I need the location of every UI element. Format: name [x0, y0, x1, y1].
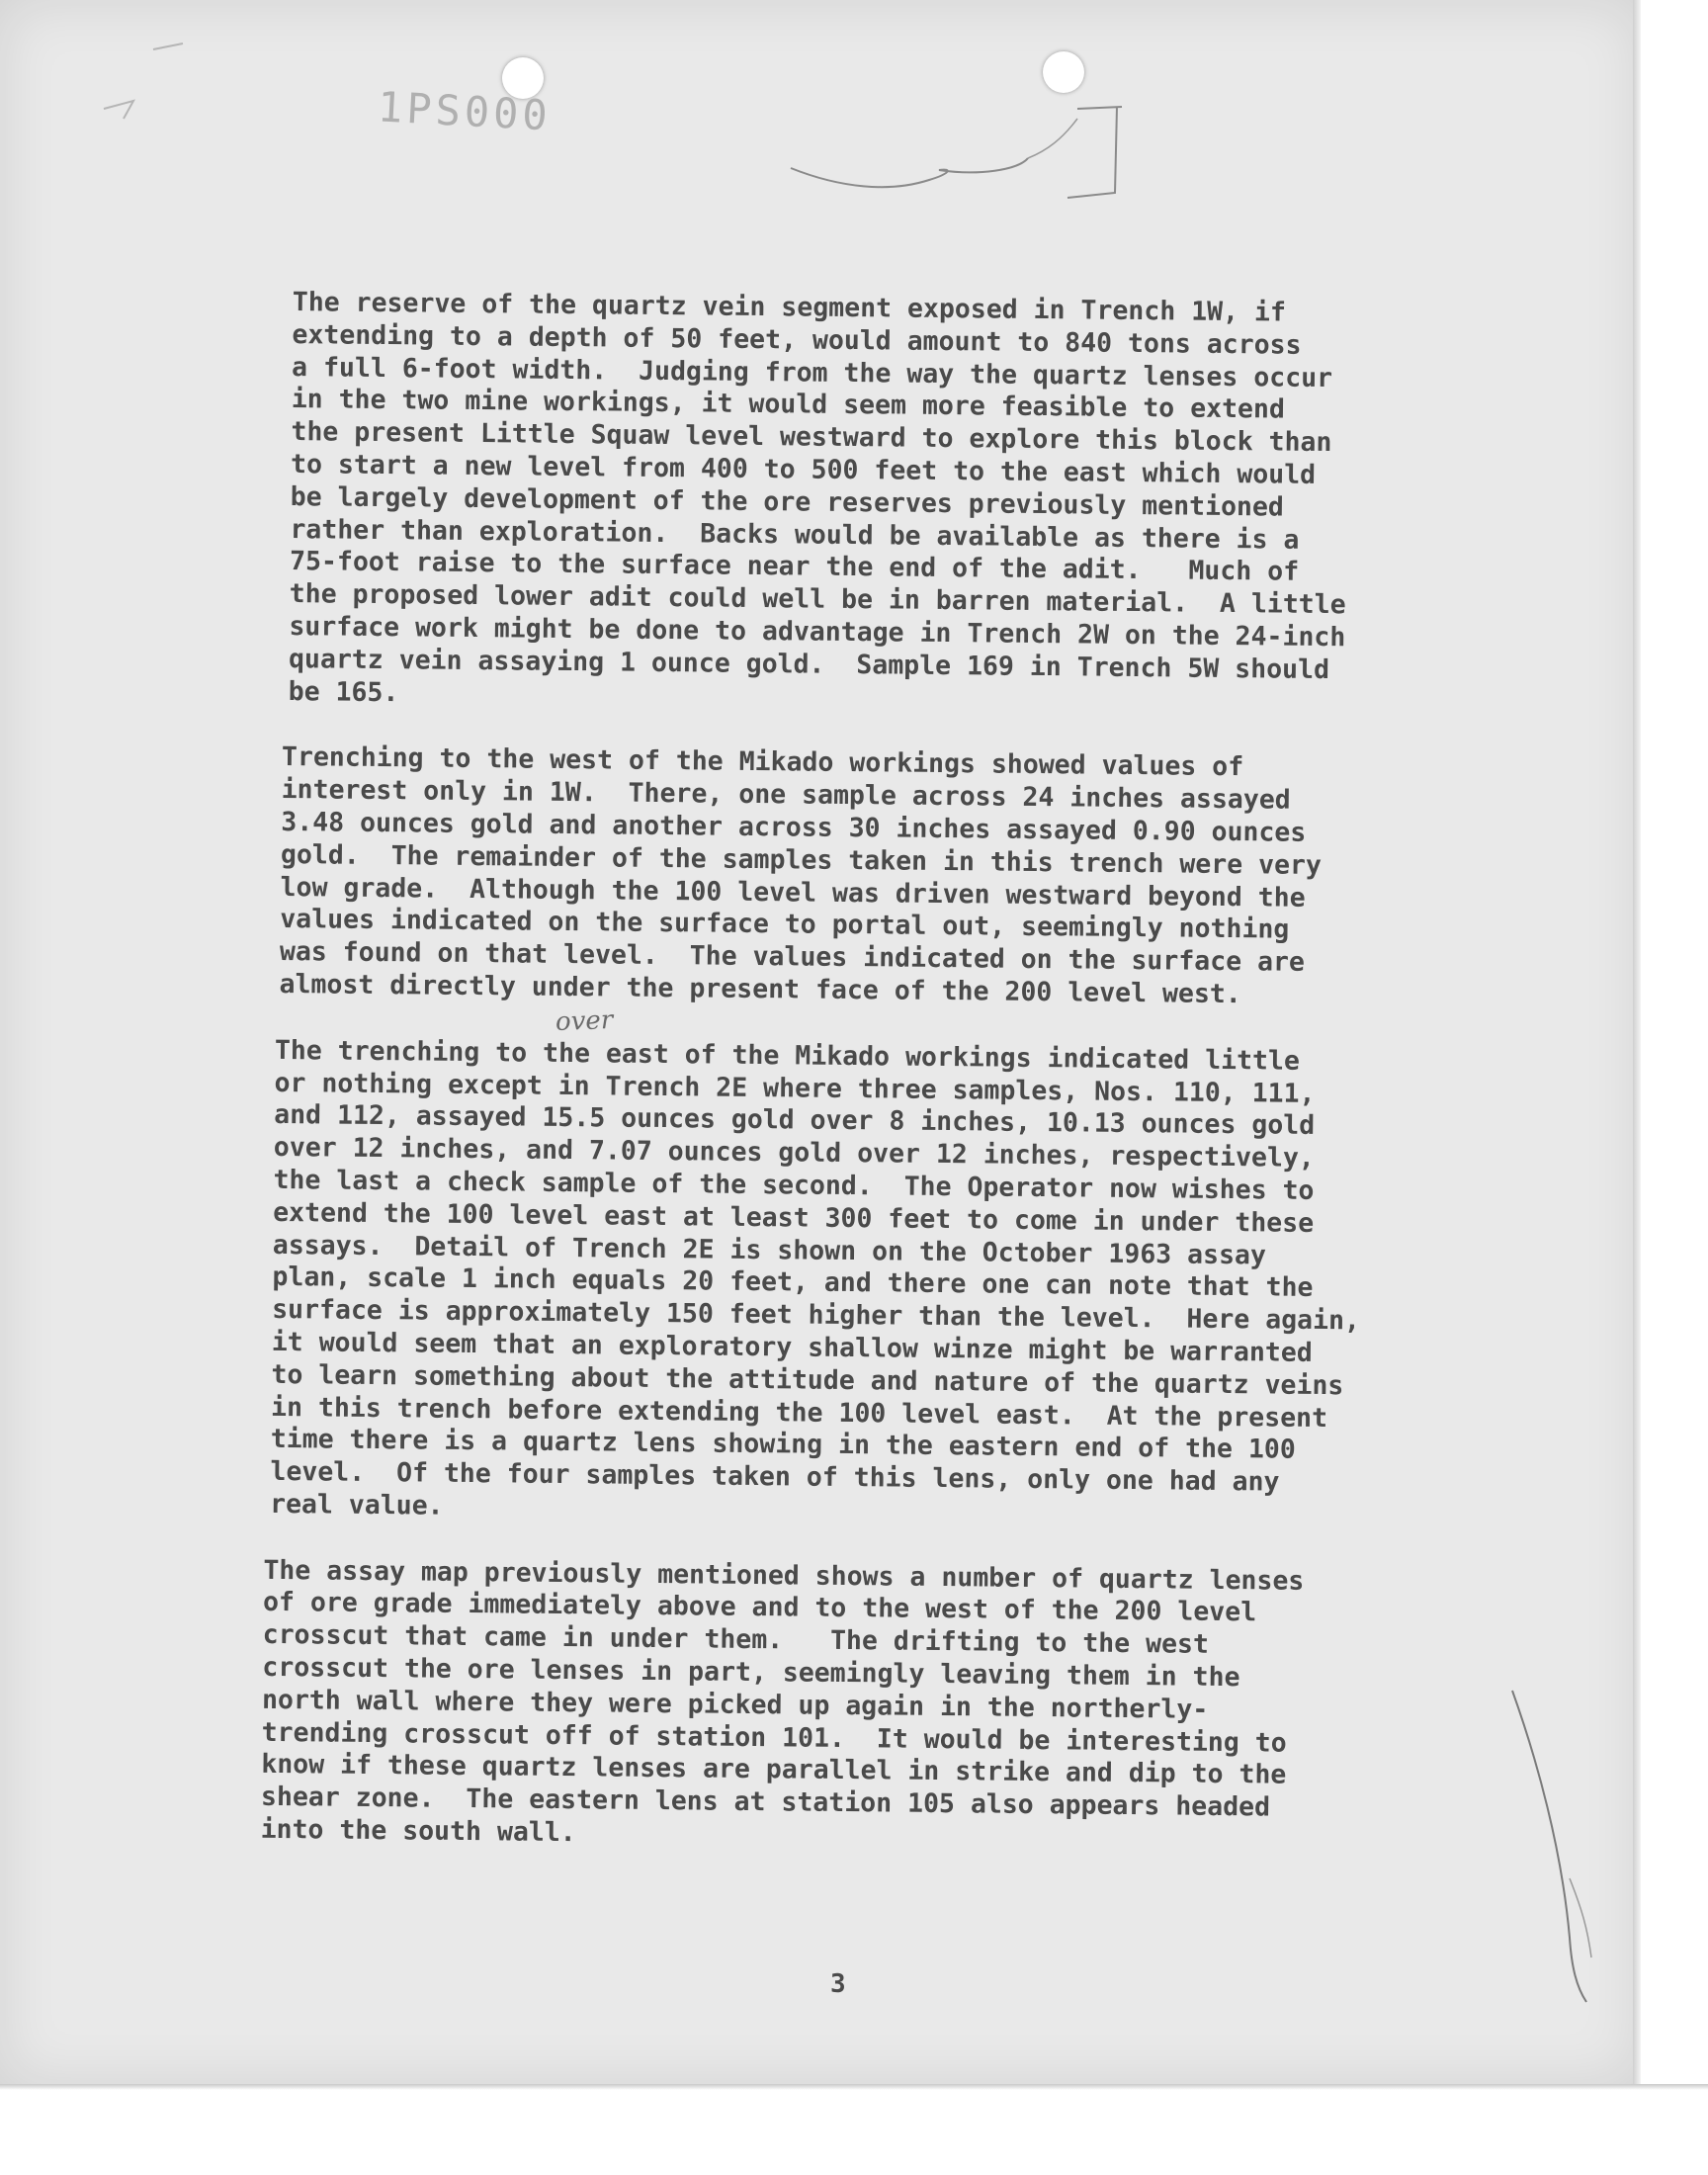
document-stamp-number: 1PS000	[376, 82, 553, 140]
paragraph: The reserve of the quartz vein segment exposed in Trench 1W, if extending to a depth of 50 feet, would amount to 840 tons across a full 6-foot width. Judging from the way the quartz lenses occur in the two mine workings, it would seem more feasible to extend the present Little Squaw level westward to explore this block than to start a new level from 400 to 500 feet to the east which would be largely development of the ore reserves previously mentioned rather than exploration. Backs would be available as there is a 75-foot raise to the surface near the end of the adit. Much of the proposed lower adit could well be in barren material. A little surface work might be done to advantage in Trench 2W on the 24-inch quartz vein assaying 1 ounce gold. Sample 169 in Trench 5W should be 165.	[288, 287, 1346, 708]
margin-pen-mark	[1493, 1681, 1611, 2007]
paragraph: Trenching to the west of the Mikado workings showed values of interest only in 1W. There, one sample across 24 inches assayed 3.48 ounces gold and another across 30 inches assayed 0.90 ounces gold. The remainder of the samples taken in this trench were very low grade. Although the 100 level was driven westward beyond the values indicated on the surface to portal out, seemingly nothing was found on that level. The values indicated on the surface are almost directly under the present face of the 200 level west.	[279, 741, 1323, 1010]
document-body	[260, 287, 1404, 1892]
page-edge-shadow	[1633, 0, 1641, 2086]
page-bottom-edge	[0, 2084, 1708, 2090]
scan-speck-marks	[94, 30, 213, 129]
paragraph: The trenching to the east of the Mikado workings indicated little or nothing except in Trench 2E where three samples, Nos. 110, 111, and 112, assayed 15.5 ounces gold over 8 inches, 10.13 ounces gold over 12 inches, and 7.07 ounces gold over 12 inches, respectively, the last a check sample of the second. The Operator now wishes to extend the 100 level east at least 300 feet to come in under these assays. Detail of Trench 2E is shown on the October 1963 assay plan, scale 1 inch equals 20 feet, and there one can note that the surface is approximately 150 feet higher than the level. Here again, it would seem that an exploratory shallow winze might be warranted to learn something about the attitude and nature of the quartz veins in this trench before extending the 100 level east. At the present time there is a quartz lens showing in the eastern end of the 100 level. Of the four samples taken of this lens, only one had any real value.	[269, 1034, 1361, 1522]
punch-hole-right	[1043, 51, 1084, 93]
page-number: 3	[830, 1969, 846, 1999]
handwritten-scribble	[781, 99, 1137, 208]
handwritten-annotation: over	[555, 1004, 614, 1038]
paragraph: The assay map previously mentioned shows a number of quartz lenses of ore grade immediately above and to the west of the 200 level crosscut that came in under them. The drifting to the west crosscut the ore lenses in part, seemingly leaving them in the north wall where they were picked up again in the northerly- trending crosscut off of station 101. It would be interesting to know if these quartz lenses are parallel in strike and dip to the shear zone. The eastern lens at station 105 also appears headed into the south wall.	[260, 1554, 1305, 1849]
